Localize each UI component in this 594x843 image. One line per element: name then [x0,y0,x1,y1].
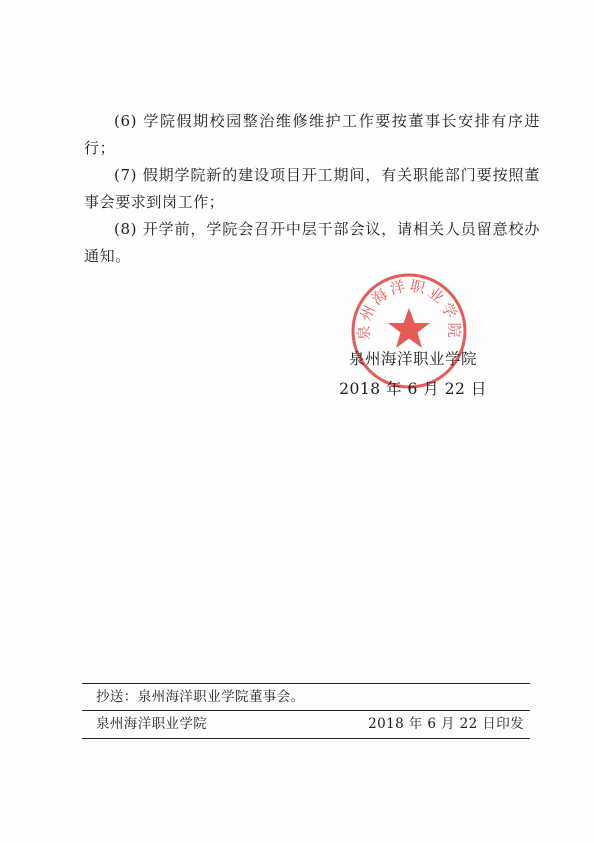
footer-divider-middle [82,710,530,711]
paragraph-item-7: (7) 假期学院新的建设项目开工期间，有关职能部门要按照董事会要求到岗工作； [84,166,540,211]
signature-block [318,344,508,404]
seal-star-icon [388,308,430,348]
seal-text: 泉州海洋职业学院 [354,276,464,341]
cc-line: 抄送：泉州海洋职业学院董事会。 [96,689,305,705]
footer-divider-bottom [82,738,530,739]
signature-date: 2018 年 6 月 22 日 [339,380,487,398]
issue-date: 2018 年 6 月 22 日印发 [368,716,524,732]
issuer-name: 泉州海洋职业学院 [96,716,208,732]
paragraph-item-8: (8) 开学前，学院会召开中层干部会议，请相关人员留意校办通知。 [84,220,540,265]
document-body [84,108,540,270]
signature-organization: 泉州海洋职业学院 [348,350,477,368]
paragraph-item-6: (6) 学院假期校园整治维修维护工作要按董事长安排有序进行； [84,112,540,157]
footer-divider-top [82,683,530,684]
